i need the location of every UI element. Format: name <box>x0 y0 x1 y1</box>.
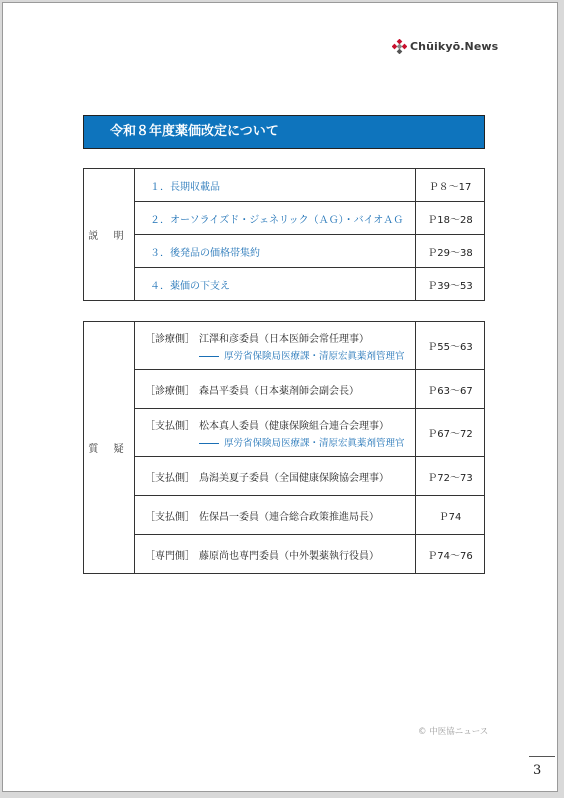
document-page <box>2 2 558 792</box>
explanation-page-4: Ｐ39～53 <box>416 268 485 301</box>
page-number: 3 <box>533 763 542 778</box>
explanation-item-4[interactable]: ４．薬価の下支え <box>135 268 416 301</box>
question-text-1: 江澤和彦委員（日本医師会常任理事） <box>199 333 369 345</box>
question-category-1: ［診療側］ <box>145 333 195 345</box>
explanation-table <box>83 168 485 301</box>
explanation-page-3: Ｐ29～38 <box>416 235 485 268</box>
question-sub-1: 厚労省保険局医療課・清原宏眞薬剤管理官 <box>224 350 405 362</box>
logo-mark-icon <box>392 39 407 54</box>
question-item-5[interactable] <box>135 496 416 535</box>
question-item-1[interactable] <box>135 322 416 370</box>
question-item-2[interactable] <box>135 370 416 409</box>
question-text-2: 森昌平委員（日本薬剤師会副会長） <box>199 385 359 397</box>
brand-logo <box>392 39 498 54</box>
questions-label: 質 疑 <box>84 322 135 574</box>
question-page-3: Ｐ67～72 <box>416 409 485 457</box>
explanation-item-2[interactable]: ２．オーソライズド・ジェネリック（ＡＧ）・バイオＡＧ <box>135 202 416 235</box>
question-page-5: Ｐ74 <box>416 496 485 535</box>
question-category-3: ［支払側］ <box>145 420 195 432</box>
question-category-5: ［支払側］ <box>145 511 195 523</box>
question-item-4[interactable] <box>135 457 416 496</box>
explanation-item-1[interactable]: １．長期収載品 <box>135 169 416 202</box>
page-number-rule <box>529 756 555 757</box>
question-item-6[interactable] <box>135 535 416 574</box>
question-category-4: ［支払側］ <box>145 472 195 484</box>
question-category-2: ［診療側］ <box>145 385 195 397</box>
question-page-2: Ｐ63～67 <box>416 370 485 409</box>
question-text-3: 松本真人委員（健康保険組合連合会理事） <box>199 420 389 432</box>
question-item-3[interactable] <box>135 409 416 457</box>
page-title: 令和８年度薬価改定について <box>83 115 485 149</box>
logo-text: Chūikyō.News <box>410 40 499 53</box>
question-category-6: ［専門側］ <box>145 550 195 562</box>
question-text-6: 藤原尚也専門委員（中外製薬執行役員） <box>199 550 379 562</box>
explanation-page-2: Ｐ18～28 <box>416 202 485 235</box>
explanation-item-3[interactable]: ３．後発品の価格帯集約 <box>135 235 416 268</box>
copyright-notice: © 中医協ニュース <box>418 727 489 737</box>
question-sub-3: 厚労省保険局医療課・清原宏眞薬剤管理官 <box>224 437 405 449</box>
question-page-4: Ｐ72～73 <box>416 457 485 496</box>
dash-icon <box>199 443 219 444</box>
explanation-page-1: Ｐ８～17 <box>416 169 485 202</box>
question-text-4: 鳥潟美夏子委員（全国健康保険協会理事） <box>199 472 389 484</box>
question-text-5: 佐保昌一委員（連合総合政策推進局長） <box>199 511 379 523</box>
dash-icon <box>199 356 219 357</box>
question-page-6: Ｐ74～76 <box>416 535 485 574</box>
questions-table <box>83 321 485 574</box>
explanation-label: 説 明 <box>84 169 135 301</box>
question-page-1: Ｐ55～63 <box>416 322 485 370</box>
